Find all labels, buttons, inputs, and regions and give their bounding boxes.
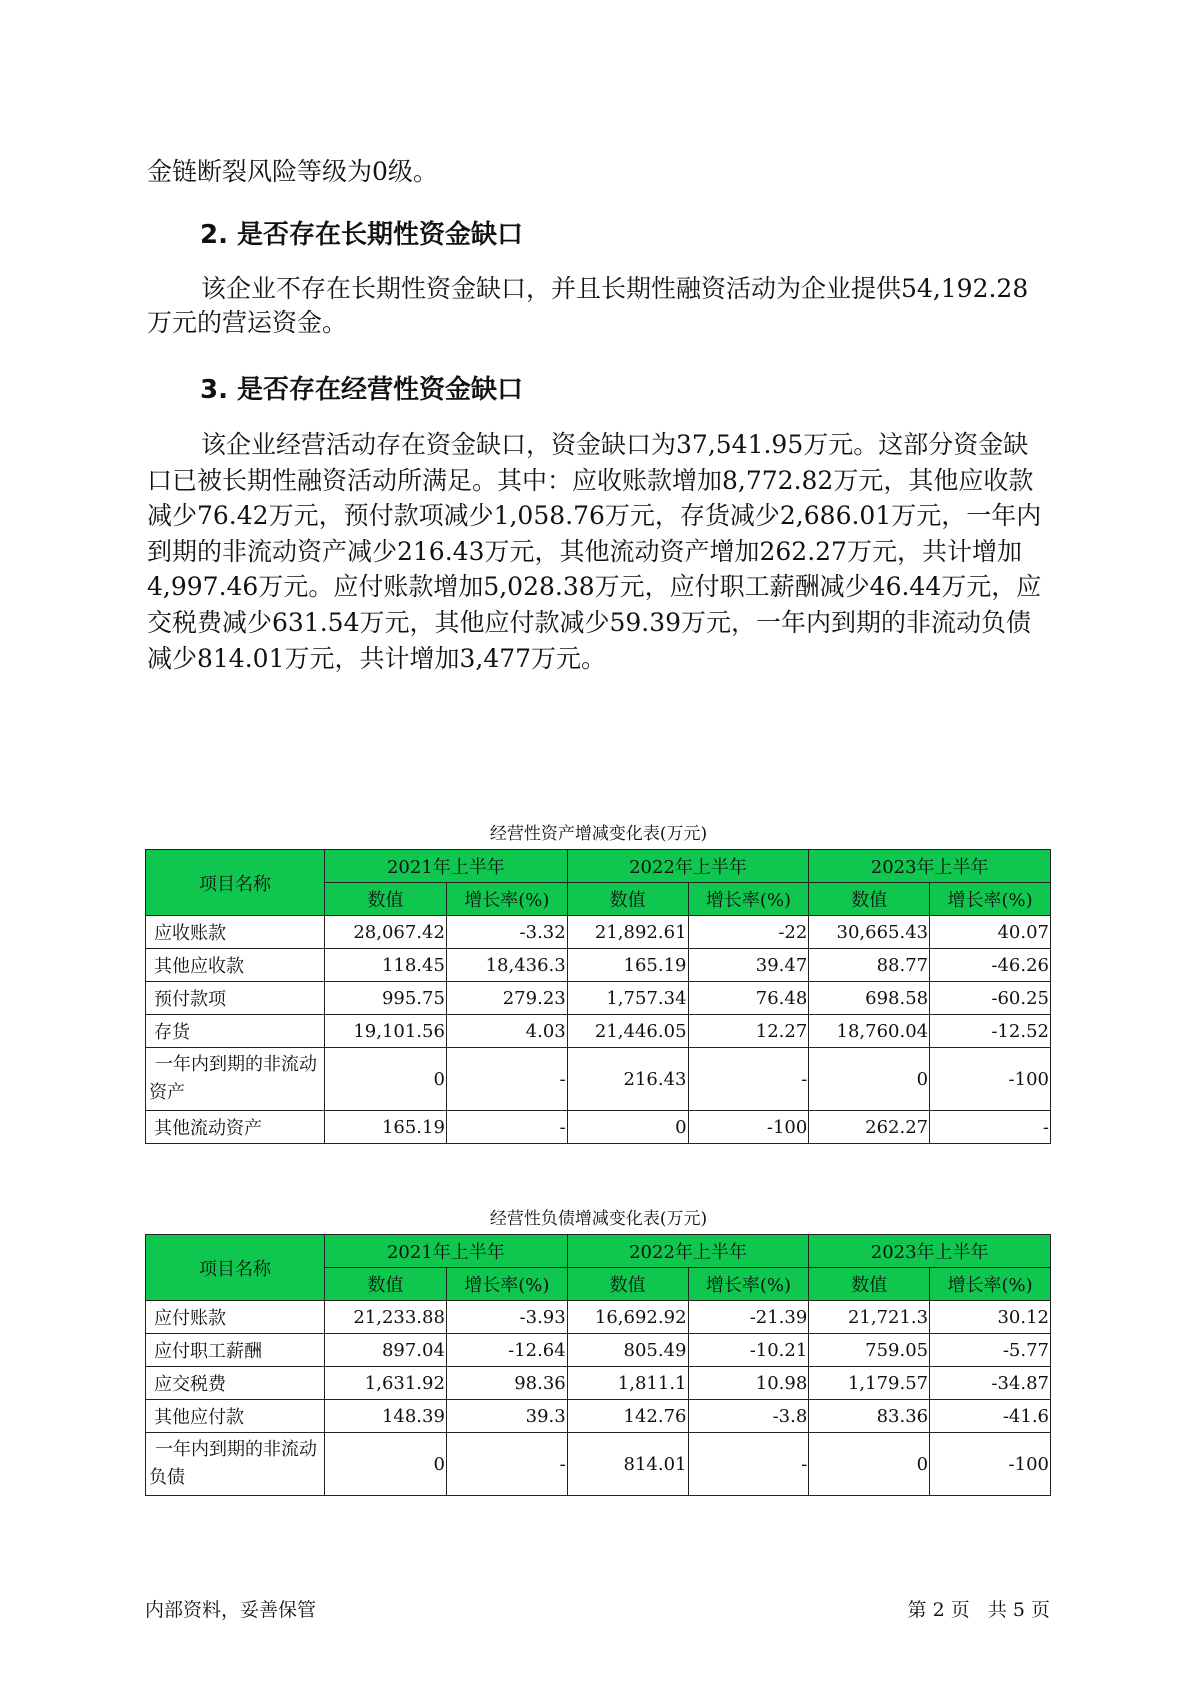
growth-2022: - xyxy=(688,1433,809,1496)
row-name: 应收账款 xyxy=(146,916,325,949)
growth-2022: - xyxy=(688,1048,809,1111)
header-value: 数值 xyxy=(567,883,688,916)
growth-2023: -100 xyxy=(930,1048,1051,1111)
growth-2022: 39.47 xyxy=(688,949,809,982)
asset-table-caption: 经营性资产增减变化表(万元) xyxy=(489,824,708,844)
value-2023: 262.27 xyxy=(809,1111,930,1144)
growth-2023: 40.07 xyxy=(930,916,1051,949)
growth-2023: -12.52 xyxy=(930,1015,1051,1048)
header-value: 数值 xyxy=(809,1268,930,1301)
value-2022: 805.49 xyxy=(567,1334,688,1367)
value-2021: 165.19 xyxy=(325,1111,447,1144)
value-2021: 118.45 xyxy=(325,949,447,982)
growth-2023: -34.87 xyxy=(930,1367,1051,1400)
header-value: 数值 xyxy=(567,1268,688,1301)
row-name: 其他应收款 xyxy=(146,949,325,982)
footer-confidential-note: 内部资料，妥善保管 xyxy=(145,1599,317,1621)
header-growth: 增长率(%) xyxy=(688,883,809,916)
value-2022: 165.19 xyxy=(567,949,688,982)
value-2021: 28,067.42 xyxy=(325,916,447,949)
header-value: 数值 xyxy=(325,883,447,916)
header-value: 数值 xyxy=(809,883,930,916)
value-2022: 814.01 xyxy=(567,1433,688,1496)
table-row xyxy=(146,916,1051,949)
header-2021: 2021年上半年 xyxy=(325,850,568,883)
growth-2022: -3.8 xyxy=(688,1400,809,1433)
value-2023: 21,721.3 xyxy=(809,1301,930,1334)
growth-2021: 279.23 xyxy=(446,982,567,1015)
growth-2021: -12.64 xyxy=(446,1334,567,1367)
value-2023: 1,179.57 xyxy=(809,1367,930,1400)
value-2021: 19,101.56 xyxy=(325,1015,447,1048)
growth-2022: -22 xyxy=(688,916,809,949)
value-2023: 698.58 xyxy=(809,982,930,1015)
value-2023: 30,665.43 xyxy=(809,916,930,949)
value-2022: 142.76 xyxy=(567,1400,688,1433)
row-name: 其他应付款 xyxy=(146,1400,325,1433)
value-2021: 148.39 xyxy=(325,1400,447,1433)
header-2021: 2021年上半年 xyxy=(325,1235,568,1268)
growth-2023: -5.77 xyxy=(930,1334,1051,1367)
value-2022: 21,892.61 xyxy=(567,916,688,949)
table-row xyxy=(146,1301,1051,1334)
table-row xyxy=(146,1400,1051,1433)
header-growth: 增长率(%) xyxy=(930,1268,1051,1301)
table-row xyxy=(146,982,1051,1015)
growth-2021: 98.36 xyxy=(446,1367,567,1400)
liability-table xyxy=(145,1234,1051,1496)
asset-table xyxy=(145,849,1051,1144)
value-2021: 0 xyxy=(325,1433,447,1496)
table-row xyxy=(146,1334,1051,1367)
row-name: 一年内到期的非流动负债 xyxy=(146,1433,325,1496)
growth-2022: 10.98 xyxy=(688,1367,809,1400)
header-2023: 2023年上半年 xyxy=(809,1235,1051,1268)
value-2023: 18,760.04 xyxy=(809,1015,930,1048)
value-2022: 1,757.34 xyxy=(567,982,688,1015)
value-2023: 0 xyxy=(809,1433,930,1496)
value-2023: 759.05 xyxy=(809,1334,930,1367)
growth-2022: 76.48 xyxy=(688,982,809,1015)
growth-2022: -10.21 xyxy=(688,1334,809,1367)
growth-2023: 30.12 xyxy=(930,1301,1051,1334)
growth-2022: -100 xyxy=(688,1111,809,1144)
header-item-name: 项目名称 xyxy=(146,850,325,916)
growth-2023: -46.26 xyxy=(930,949,1051,982)
paragraph-long-term-gap: 该企业不存在长期性资金缺口，并且长期性融资活动为企业提供54,192.28万元的营运资金。 xyxy=(147,274,1029,337)
growth-2021: 4.03 xyxy=(446,1015,567,1048)
row-name: 应付账款 xyxy=(146,1301,325,1334)
header-growth: 增长率(%) xyxy=(446,883,567,916)
header-item-name: 项目名称 xyxy=(146,1235,325,1301)
value-2023: 0 xyxy=(809,1048,930,1111)
header-value: 数值 xyxy=(325,1268,447,1301)
row-name: 一年内到期的非流动资产 xyxy=(146,1048,325,1111)
header-2022: 2022年上半年 xyxy=(567,1235,809,1268)
growth-2021: 39.3 xyxy=(446,1400,567,1433)
growth-2021: - xyxy=(446,1433,567,1496)
growth-2021: -3.32 xyxy=(446,916,567,949)
growth-2021: - xyxy=(446,1111,567,1144)
row-name: 预付款项 xyxy=(146,982,325,1015)
table-row xyxy=(146,1367,1051,1400)
header-2022: 2022年上半年 xyxy=(567,850,809,883)
row-name: 应交税费 xyxy=(146,1367,325,1400)
value-2022: 16,692.92 xyxy=(567,1301,688,1334)
row-name: 其他流动资产 xyxy=(146,1111,325,1144)
liability-table-caption: 经营性负债增减变化表(万元) xyxy=(489,1209,708,1229)
growth-2023: - xyxy=(930,1111,1051,1144)
heading-long-term-gap: 2. 是否存在长期性资金缺口 xyxy=(200,220,524,250)
growth-2021: - xyxy=(446,1048,567,1111)
growth-2023: -100 xyxy=(930,1433,1051,1496)
value-2021: 897.04 xyxy=(325,1334,447,1367)
value-2022: 1,811.1 xyxy=(567,1367,688,1400)
table-row xyxy=(146,1048,1051,1111)
value-2021: 1,631.92 xyxy=(325,1367,447,1400)
footer-page-number: 第 2 页 共 5 页 xyxy=(907,1599,1050,1621)
value-2023: 83.36 xyxy=(809,1400,930,1433)
value-2021: 21,233.88 xyxy=(325,1301,447,1334)
value-2021: 995.75 xyxy=(325,982,447,1015)
header-growth: 增长率(%) xyxy=(446,1268,567,1301)
table-row xyxy=(146,1433,1051,1496)
row-name: 应付职工薪酬 xyxy=(146,1334,325,1367)
table-row xyxy=(146,1111,1051,1144)
heading-operating-gap: 3. 是否存在经营性资金缺口 xyxy=(200,375,524,405)
growth-2023: -60.25 xyxy=(930,982,1051,1015)
table-row xyxy=(146,1015,1051,1048)
growth-2022: -21.39 xyxy=(688,1301,809,1334)
value-2022: 216.43 xyxy=(567,1048,688,1111)
value-2023: 88.77 xyxy=(809,949,930,982)
header-2023: 2023年上半年 xyxy=(809,850,1051,883)
header-growth: 增长率(%) xyxy=(930,883,1051,916)
value-2022: 0 xyxy=(567,1111,688,1144)
growth-2023: -41.6 xyxy=(930,1400,1051,1433)
growth-2021: 18,436.3 xyxy=(446,949,567,982)
paragraph-risk-level: 金链断裂风险等级为0级。 xyxy=(147,157,438,186)
growth-2021: -3.93 xyxy=(446,1301,567,1334)
growth-2022: 12.27 xyxy=(688,1015,809,1048)
value-2022: 21,446.05 xyxy=(567,1015,688,1048)
paragraph-operating-gap: 该企业经营活动存在资金缺口，资金缺口为37,541.95万元。这部分资金缺口已被长期性融资活动所满足。其中：应收账款增加8,772.82万元，其他应收款减少76.42万元，预付款项减少1,058.76万元，存货减少2,686.01万元，一年内到期的非流动资产减少216.43万元，其他流动资产增加262.27万元，共计增加4,997.46万元。应付账款增加5,028.38万元，应付职工薪酬减少46.44万元，应交税费减少631.54万元，其他应付款减少59.39万元，一年内到期的非流动负债减少814.01万元，共计增加3,477万元。 xyxy=(147,430,1042,673)
table-row xyxy=(146,949,1051,982)
value-2021: 0 xyxy=(325,1048,447,1111)
header-growth: 增长率(%) xyxy=(688,1268,809,1301)
row-name: 存货 xyxy=(146,1015,325,1048)
